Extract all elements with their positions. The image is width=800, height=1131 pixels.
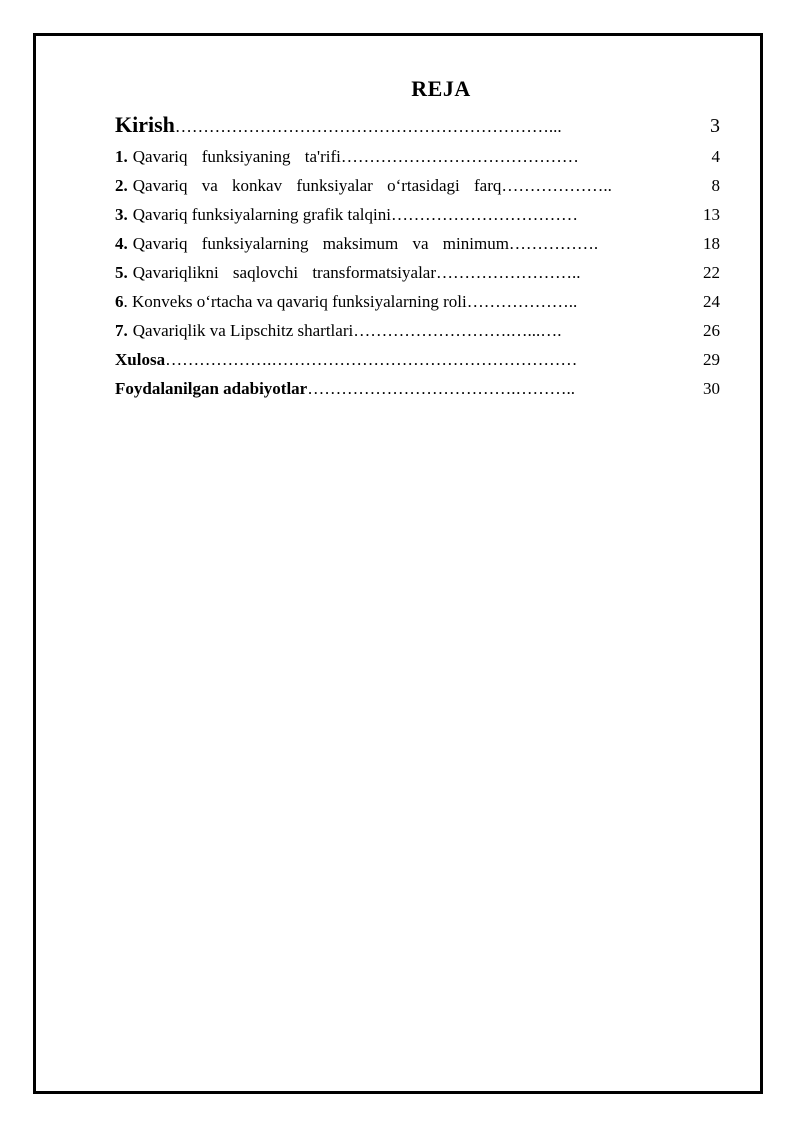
toc-entry-label: Foydalanilgan adabiyotlar bbox=[115, 379, 308, 398]
toc-entry-number: 5. bbox=[115, 263, 128, 282]
toc-entry-label: Qavariq funksiyaning ta'rifi bbox=[132, 147, 341, 166]
toc-entry-leader: …………………………………………………………... bbox=[174, 117, 562, 136]
toc-entry-leader: ……………………….…...…. bbox=[353, 321, 562, 340]
toc-entry-page: 29 bbox=[703, 350, 720, 369]
toc-entry-leader: …………………………… bbox=[390, 205, 578, 224]
toc-entry-adabiyotlar bbox=[115, 374, 720, 403]
toc-entry-page: 24 bbox=[703, 292, 720, 311]
toc-entry-leader: ……………….. bbox=[466, 292, 578, 311]
toc-entry-label: Qavariq funksiyalarning maksimum va minimum bbox=[132, 234, 509, 253]
toc-entry-label: Kirish bbox=[115, 112, 175, 137]
toc-entry-2 bbox=[115, 171, 720, 200]
document-title: REJA bbox=[411, 76, 471, 101]
toc-entry-label: Xulosa bbox=[115, 350, 166, 369]
toc-entry-number: 7. bbox=[115, 321, 128, 340]
toc-entry-label: Qavariq funksiyalarning grafik talqini bbox=[132, 205, 391, 224]
toc-entry-leader: …………………….. bbox=[436, 263, 581, 282]
toc-entry-label: Qavariqlikni saqlovchi transformatsiyalar bbox=[132, 263, 436, 282]
toc-entry-number: 4. bbox=[115, 234, 128, 253]
toc-entry-kirish bbox=[115, 108, 720, 142]
toc-entry-number: 6 bbox=[115, 292, 124, 311]
toc-entry-xulosa bbox=[115, 345, 720, 374]
toc-entry-page: 4 bbox=[711, 147, 720, 166]
toc-entry-leader: ……………….……………………………………………… bbox=[165, 350, 578, 369]
toc-entry-number: 2. bbox=[115, 176, 128, 195]
toc-entry-label: . Konveks o‘rtacha va qavariq funksiyalarning roli bbox=[123, 292, 467, 311]
toc-entry-page: 22 bbox=[703, 263, 720, 282]
toc-entry-page: 30 bbox=[703, 379, 720, 398]
toc-entry-label: Qavariqlik va Lipschitz shartlari bbox=[132, 321, 354, 340]
toc-entry-5 bbox=[115, 258, 720, 287]
toc-entry-4 bbox=[115, 229, 720, 258]
toc-entry-1 bbox=[115, 142, 720, 171]
toc-entry-page: 13 bbox=[703, 205, 720, 224]
toc-entry-page: 26 bbox=[703, 321, 720, 340]
toc-entry-page: 3 bbox=[710, 115, 720, 137]
table-of-contents bbox=[115, 108, 720, 403]
toc-entry-3 bbox=[115, 200, 720, 229]
toc-entry-number: 1. bbox=[115, 147, 128, 166]
toc-entry-leader: …………………………………… bbox=[340, 147, 579, 166]
toc-entry-6 bbox=[115, 287, 720, 316]
toc-entry-page: 8 bbox=[711, 176, 720, 195]
toc-entry-7 bbox=[115, 316, 720, 345]
toc-entry-leader: ……………. bbox=[508, 234, 599, 253]
toc-entry-label: Qavariq va konkav funksiyalar o‘rtasidagi farq bbox=[132, 176, 502, 195]
toc-entry-number: 3. bbox=[115, 205, 128, 224]
toc-entry-leader: ……………………………….……….. bbox=[307, 379, 575, 398]
toc-entry-page: 18 bbox=[703, 234, 720, 253]
toc-entry-leader: ……………….. bbox=[501, 176, 612, 195]
